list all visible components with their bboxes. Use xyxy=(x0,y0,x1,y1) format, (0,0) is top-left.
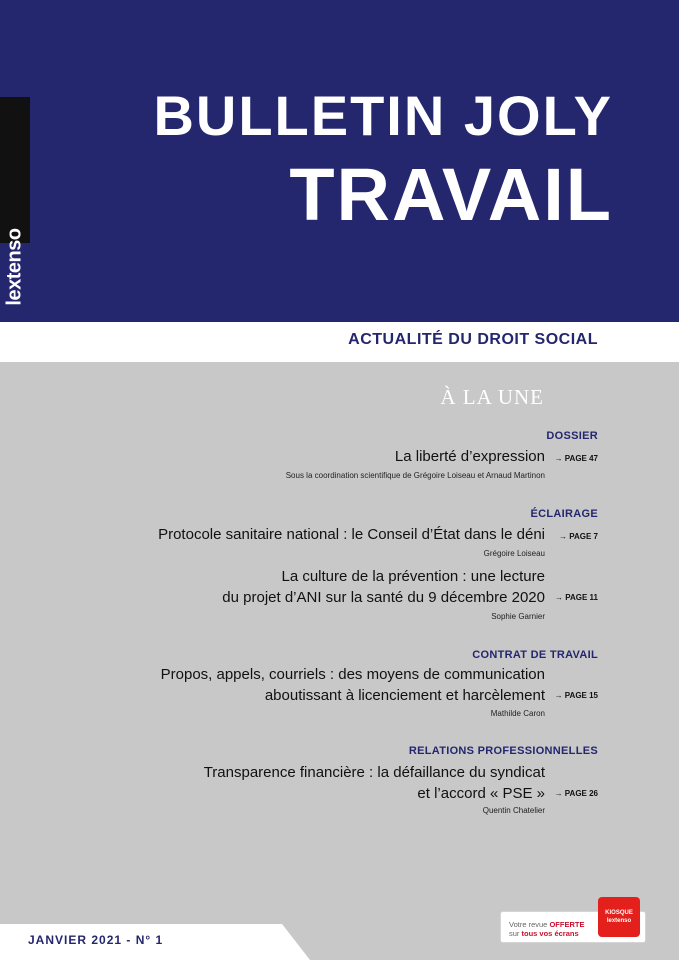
article-author: Mathilde Caron xyxy=(490,709,545,718)
article-title-line: Propos, appels, courriels : des moyens de communication xyxy=(160,666,545,683)
article-title-line: La culture de la prévention : une lecture xyxy=(281,568,545,585)
article-title-line: du projet d’ANI sur la santé du 9 décembre 2020 xyxy=(222,589,545,606)
kiosk-badge-icon[interactable]: KIOSQUE lextenso xyxy=(598,897,640,937)
article-author: Grégoire Loiseau xyxy=(483,549,545,558)
journal-subtitle: ACTUALITÉ DU DROIT SOCIAL xyxy=(348,331,598,348)
journal-title-line2: TRAVAIL xyxy=(289,153,613,236)
publisher-logo: lextenso xyxy=(3,228,26,306)
issue-date: JANVIER 2021 - N° 1 xyxy=(28,933,164,947)
article-author: Sous la coordination scientifique de Grégoire Loiseau et Arnaud Martinon xyxy=(285,471,545,480)
publisher-logo-tab xyxy=(0,97,30,306)
article-title xyxy=(161,664,545,706)
article-title-line: Protocole sanitaire national : le Conseil d’État dans le déni xyxy=(158,526,545,543)
article-title-line: Transparence financière : la défaillance du syndicat xyxy=(203,764,545,781)
section-heading: À LA UNE xyxy=(440,385,544,409)
subtitle-band xyxy=(0,322,679,362)
page-reference: → PAGE 47 xyxy=(554,454,598,463)
section-label-contrat: CONTRAT DE TRAVAIL xyxy=(472,649,598,661)
article-title-line: La liberté d’expression xyxy=(394,448,545,465)
section-label-dossier: DOSSIER xyxy=(546,430,598,442)
section-label-eclairage: ÉCLAIRAGE xyxy=(530,508,598,520)
article-title-line: et l’accord « PSE » xyxy=(417,785,545,802)
article-title xyxy=(204,762,545,804)
article-author: Sophie Garnier xyxy=(491,612,545,621)
page-reference: → PAGE 26 xyxy=(554,789,598,798)
article-title xyxy=(222,566,545,608)
page-reference: → PAGE 11 xyxy=(555,593,598,602)
kiosk-promo-text: Votre revue OFFERTE sur tous vos écrans xyxy=(509,920,585,938)
article-author: Quentin Chatelier xyxy=(482,806,545,815)
article-title xyxy=(158,524,545,545)
page-reference: → PAGE 15 xyxy=(554,691,598,700)
masthead xyxy=(0,0,679,322)
journal-title-line1: BULLETIN JOLY xyxy=(153,84,613,147)
section-label-relations: RELATIONS PROFESSIONNELLES xyxy=(408,745,598,757)
page-reference: → PAGE 7 xyxy=(559,532,598,541)
article-title-line: aboutissant à licenciement et harcèlement xyxy=(264,687,545,704)
article-title xyxy=(395,446,545,467)
